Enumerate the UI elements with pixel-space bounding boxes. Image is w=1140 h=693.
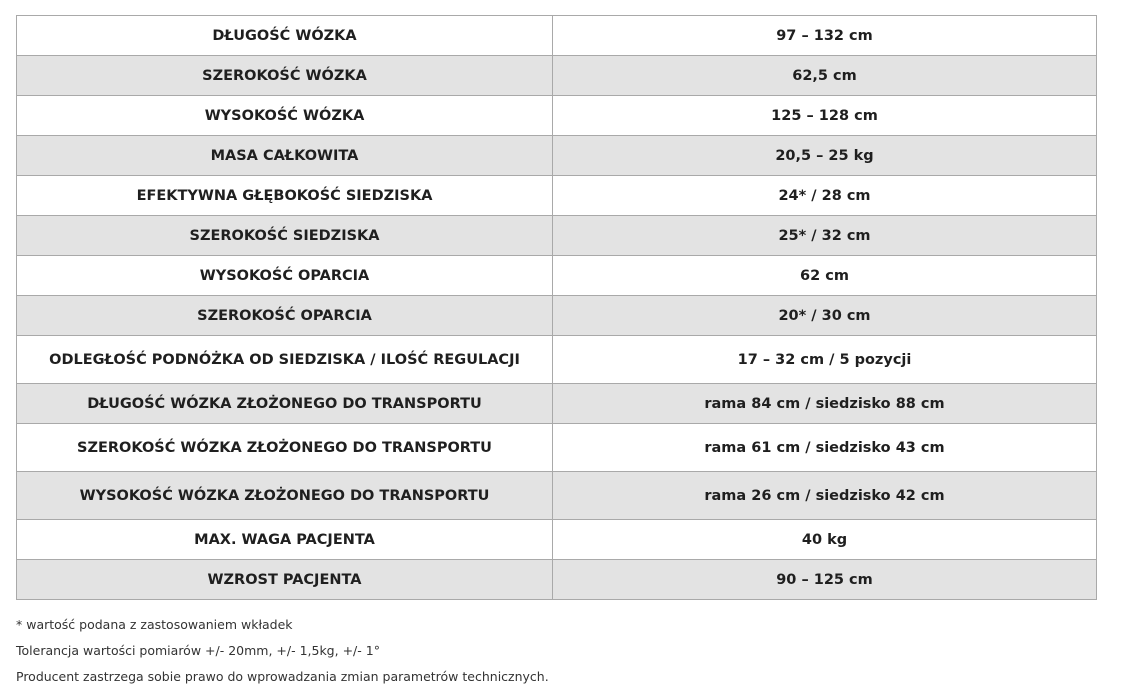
spec-value: rama 26 cm / siedzisko 42 cm	[553, 472, 1097, 520]
spec-label: SZEROKOŚĆ WÓZKA ZŁOŻONEGO DO TRANSPORTU	[17, 424, 553, 472]
spec-value: 25* / 32 cm	[553, 216, 1097, 256]
spec-value: 62 cm	[553, 256, 1097, 296]
spec-label: MAX. WAGA PACJENTA	[17, 520, 553, 560]
spec-value: rama 84 cm / siedzisko 88 cm	[553, 384, 1097, 424]
spec-value: 20,5 – 25 kg	[553, 136, 1097, 176]
spec-value: 97 – 132 cm	[553, 16, 1097, 56]
spec-value: 24* / 28 cm	[553, 176, 1097, 216]
table-row	[17, 296, 1097, 336]
spec-table	[16, 15, 1097, 600]
footnotes	[16, 615, 549, 693]
table-row	[17, 336, 1097, 384]
footnote-asterisk: * wartość podana z zastosowaniem wkładek	[16, 617, 293, 632]
table-row	[17, 384, 1097, 424]
spec-label: SZEROKOŚĆ SIEDZISKA	[17, 216, 553, 256]
table-row	[17, 520, 1097, 560]
table-row	[17, 256, 1097, 296]
spec-value: rama 61 cm / siedzisko 43 cm	[553, 424, 1097, 472]
spec-label: SZEROKOŚĆ OPARCIA	[17, 296, 553, 336]
spec-label: EFEKTYWNA GŁĘBOKOŚĆ SIEDZISKA	[17, 176, 553, 216]
spec-label: WZROST PACJENTA	[17, 560, 553, 600]
table-row	[17, 176, 1097, 216]
spec-label: DŁUGOŚĆ WÓZKA	[17, 16, 553, 56]
table-row	[17, 16, 1097, 56]
table-row	[17, 136, 1097, 176]
footnote-tolerance: Tolerancja wartości pomiarów +/- 20mm, +/- 1,5kg, +/- 1°	[16, 643, 380, 658]
spec-label: WYSOKOŚĆ WÓZKA	[17, 96, 553, 136]
spec-label: MASA CAŁKOWITA	[17, 136, 553, 176]
spec-label: WYSOKOŚĆ WÓZKA ZŁOŻONEGO DO TRANSPORTU	[17, 472, 553, 520]
spec-value: 17 – 32 cm / 5 pozycji	[553, 336, 1097, 384]
spec-label: DŁUGOŚĆ WÓZKA ZŁOŻONEGO DO TRANSPORTU	[17, 384, 553, 424]
table-row	[17, 472, 1097, 520]
spec-label: SZEROKOŚĆ WÓZKA	[17, 56, 553, 96]
table-row	[17, 56, 1097, 96]
spec-label: ODLEGŁOŚĆ PODNÓŻKA OD SIEDZISKA / ILOŚĆ REGULACJI	[17, 336, 553, 384]
spec-value: 40 kg	[553, 520, 1097, 560]
spec-value: 62,5 cm	[553, 56, 1097, 96]
table-row	[17, 216, 1097, 256]
spec-value: 20* / 30 cm	[553, 296, 1097, 336]
spec-value: 90 – 125 cm	[553, 560, 1097, 600]
table-row	[17, 96, 1097, 136]
table-row	[17, 424, 1097, 472]
spec-label: WYSOKOŚĆ OPARCIA	[17, 256, 553, 296]
footnote-disclaimer: Producent zastrzega sobie prawo do wprowadzania zmian parametrów technicznych.	[16, 669, 549, 684]
spec-value: 125 – 128 cm	[553, 96, 1097, 136]
table-row	[17, 560, 1097, 600]
